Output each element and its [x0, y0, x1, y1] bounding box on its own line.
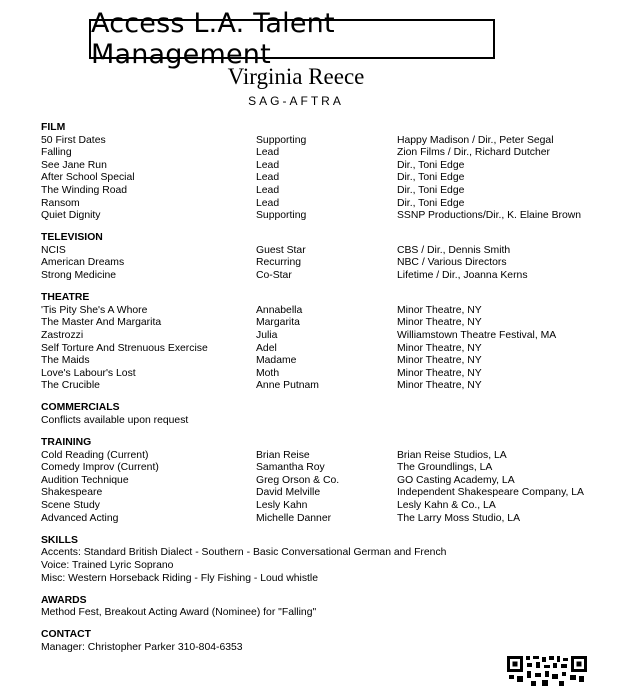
skills-section: [41, 535, 601, 585]
credit-company: The Groundlings, LA: [397, 462, 493, 474]
union-affiliation: SAG-AFTRA: [248, 94, 344, 108]
section-title-theatre: THEATRE: [41, 292, 90, 304]
credit-title: 'Tis Pity She's A Whore: [41, 304, 148, 316]
agency-name: Access L.A. Talent Management: [91, 8, 335, 70]
section-title-film: FILM: [41, 122, 66, 133]
credit-row: [41, 380, 601, 393]
credit-row: [41, 245, 601, 258]
credit-title: Love's Labour's Lost: [41, 367, 136, 379]
commercials-text: Conflicts available upon request: [41, 414, 189, 426]
credit-title: Strong Medicine: [41, 270, 117, 282]
training-rows: [41, 450, 601, 526]
credit-role: Lead: [256, 172, 280, 184]
credit-role: Recurring: [256, 257, 302, 269]
credit-role: Brian Reise: [256, 449, 310, 461]
awards-section: [41, 595, 601, 620]
credit-title: Quiet Dignity: [41, 210, 101, 222]
credit-title: Falling: [41, 147, 72, 159]
credit-company: Zion Films / Dir., Richard Dutcher: [397, 147, 551, 159]
credit-company: Williamstown Theatre Festival, MA: [397, 329, 557, 341]
commercials-section: [41, 402, 601, 427]
credit-role: Co-Star: [256, 270, 292, 282]
credit-role: Supporting: [256, 134, 307, 146]
credit-row: [41, 343, 601, 356]
section-title-commercials: COMMERCIALS: [41, 402, 120, 414]
actor-name: Virginia Reece: [227, 64, 365, 89]
credit-row: [41, 317, 601, 330]
credit-role: Annabella: [256, 304, 303, 316]
contact-section: [41, 629, 601, 654]
credit-row: [41, 475, 601, 488]
credit-row: [41, 198, 601, 211]
credit-company: Minor Theatre, NY: [397, 304, 482, 316]
credit-role: David Melville: [256, 487, 321, 499]
credit-title: Ransom: [41, 197, 80, 209]
credit-role: Margarita: [256, 317, 300, 329]
credit-role: Moth: [256, 367, 280, 379]
credit-company: Brian Reise Studios, LA: [397, 449, 507, 461]
credit-company: Independent Shakespeare Company, LA: [397, 487, 584, 499]
credit-company: SSNP Productions/Dir., K. Elaine Brown: [397, 210, 582, 222]
credit-row: [41, 270, 601, 283]
credit-company: CBS / Dir., Dennis Smith: [397, 244, 511, 256]
credit-row: [41, 172, 601, 185]
section-title-skills: SKILLS: [41, 534, 78, 546]
credit-role: Samantha Roy: [256, 462, 325, 474]
credit-title: Advanced Acting: [41, 512, 119, 524]
credit-title: Scene Study: [41, 500, 100, 512]
credit-row: [41, 330, 601, 343]
credit-role: Madame: [256, 355, 297, 367]
credit-role: Julia: [256, 329, 278, 341]
film-section: [41, 122, 601, 223]
credit-title: American Dreams: [41, 257, 125, 269]
credit-company: Minor Theatre, NY: [397, 355, 482, 367]
credit-role: Anne Putnam: [256, 380, 319, 392]
credit-row: [41, 135, 601, 148]
agency-banner: [89, 8, 495, 70]
credit-company: Minor Theatre, NY: [397, 317, 482, 329]
credit-role: Michelle Danner: [256, 512, 332, 524]
credit-title: See Jane Run: [41, 159, 107, 171]
theatre-section: [41, 292, 601, 393]
awards-text: Method Fest, Breakout Acting Award (Nominee) for "Falling": [41, 607, 317, 619]
contact-text: Manager: Christopher Parker 310-804-6353: [41, 641, 243, 653]
credit-title: NCIS: [41, 244, 66, 256]
credit-title: Comedy Improv (Current): [41, 462, 159, 474]
training-section: [41, 437, 601, 525]
skills-misc: Misc: Western Horseback Riding - Fly Fishing - Loud whistle: [41, 572, 318, 584]
credit-company: Lifetime / Dir., Joanna Kerns: [397, 270, 528, 282]
credit-role: Adel: [256, 342, 277, 354]
credit-title: 50 First Dates: [41, 134, 106, 146]
credit-company: Minor Theatre, NY: [397, 342, 482, 354]
credit-role: Supporting: [256, 210, 307, 222]
credit-row: [41, 450, 601, 463]
credit-role: Lead: [256, 184, 280, 196]
skills-voice: Voice: Trained Lyric Soprano: [41, 559, 174, 571]
credit-title: Zastrozzi: [41, 329, 84, 341]
credit-row: [41, 160, 601, 173]
credit-row: [41, 462, 601, 475]
section-title-training: TRAINING: [41, 437, 92, 449]
credit-row: [41, 487, 601, 500]
credit-title: The Crucible: [41, 380, 100, 392]
credit-company: Dir., Toni Edge: [397, 159, 465, 171]
credit-row: [41, 500, 601, 513]
section-title-television: TELEVISION: [41, 232, 103, 244]
credit-role: Lead: [256, 147, 280, 159]
credit-company: Lesly Kahn & Co., LA: [397, 500, 496, 512]
credit-title: Self Torture And Strenuous Exercise: [41, 342, 208, 354]
television-section: [41, 232, 601, 282]
credit-row: [41, 257, 601, 270]
film-rows: [41, 135, 601, 223]
credit-company: Happy Madison / Dir., Peter Segal: [397, 134, 554, 146]
credit-row: [41, 355, 601, 368]
credit-role: Lead: [256, 159, 280, 171]
credit-row: [41, 147, 601, 160]
credit-title: The Winding Road: [41, 184, 128, 196]
theatre-rows: [41, 305, 601, 393]
qr-code-icon: [507, 656, 587, 686]
credit-row: [41, 305, 601, 318]
section-title-contact: CONTACT: [41, 629, 92, 641]
credit-row: [41, 513, 601, 526]
credit-row: [41, 368, 601, 381]
credit-role: Greg Orson & Co.: [256, 474, 340, 486]
credit-title: The Master And Margarita: [41, 317, 162, 329]
section-title-awards: AWARDS: [41, 594, 87, 606]
credit-title: After School Special: [41, 172, 135, 184]
credit-title: Audition Technique: [41, 474, 129, 486]
credit-company: NBC / Various Directors: [397, 257, 507, 269]
credit-company: Dir., Toni Edge: [397, 172, 465, 184]
credit-title: The Maids: [41, 355, 90, 367]
credit-company: The Larry Moss Studio, LA: [397, 512, 521, 524]
credit-company: Minor Theatre, NY: [397, 380, 482, 392]
television-rows: [41, 245, 601, 283]
credit-role: Guest Star: [256, 244, 306, 256]
credit-title: Shakespeare: [41, 487, 103, 499]
resume-body: [41, 122, 601, 664]
credit-company: Dir., Toni Edge: [397, 184, 465, 196]
skills-accents: Accents: Standard British Dialect - Southern - Basic Conversational German and French: [41, 547, 447, 559]
credit-company: Minor Theatre, NY: [397, 367, 482, 379]
credit-role: Lead: [256, 197, 280, 209]
credit-company: GO Casting Academy, LA: [397, 474, 515, 486]
credit-title: Cold Reading (Current): [41, 449, 149, 461]
credit-row: [41, 185, 601, 198]
credit-company: Dir., Toni Edge: [397, 197, 465, 209]
credit-role: Lesly Kahn: [256, 500, 308, 512]
credit-row: [41, 210, 601, 223]
